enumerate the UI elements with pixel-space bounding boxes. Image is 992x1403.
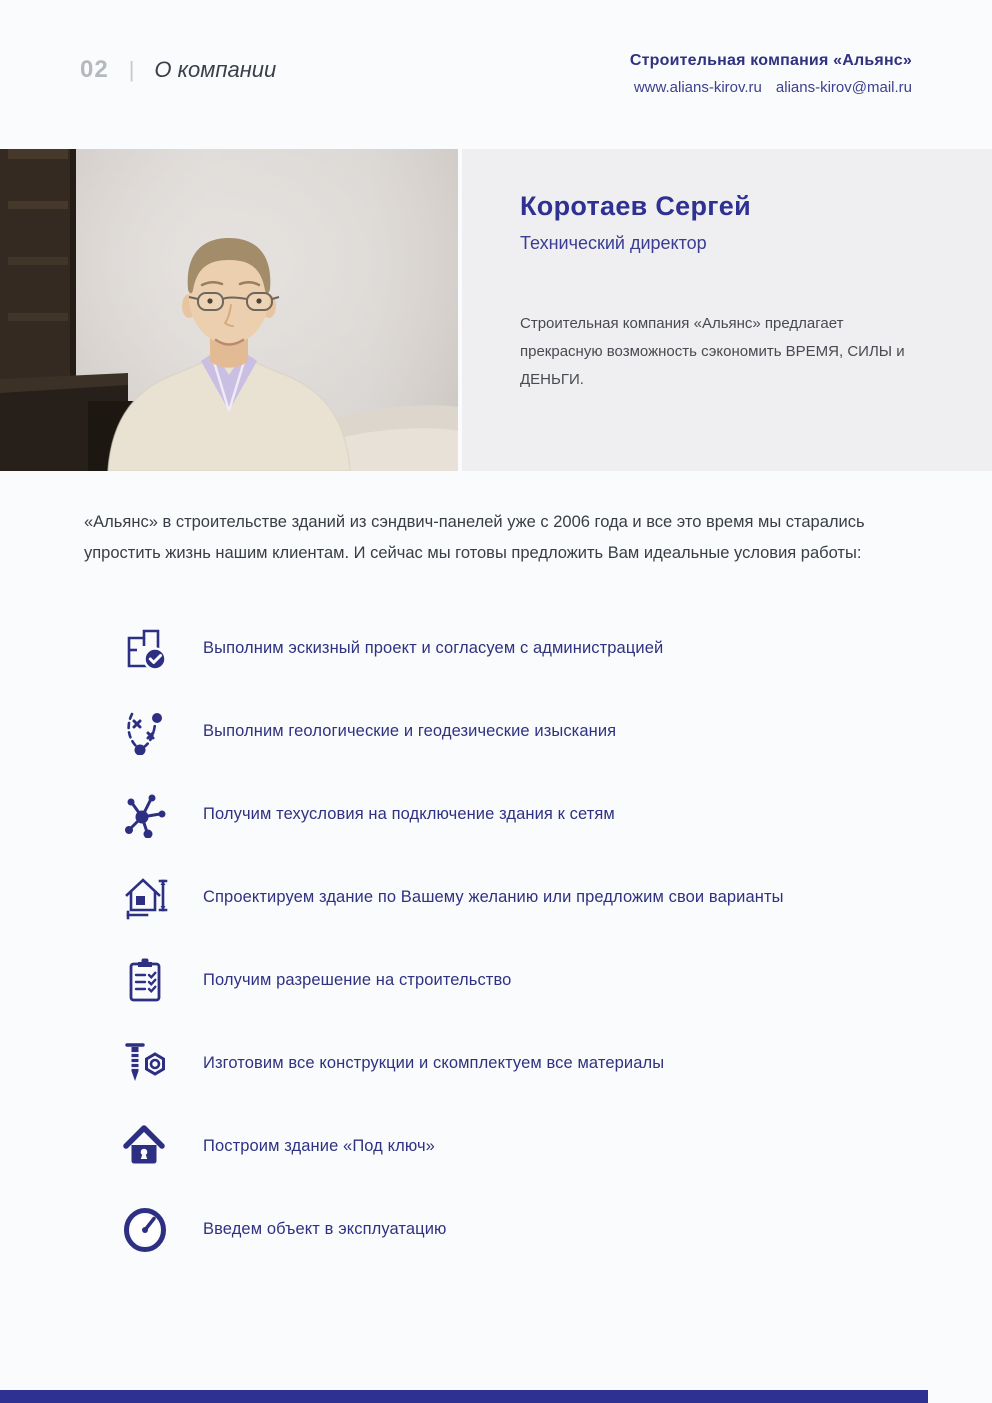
website-text: www.alians-kirov.ru — [633, 79, 762, 96]
footer-accent-bar — [0, 1390, 928, 1403]
header-divider: | — [128, 57, 135, 82]
route-survey-icon — [122, 707, 170, 755]
service-label: Получим техусловия на подключение здания к сетям — [203, 804, 615, 823]
service-label: Изготовим все конструкции и скомплектуем все материалы — [203, 1053, 665, 1072]
page-header — [0, 0, 992, 96]
list-item — [122, 790, 992, 838]
service-label: Введем объект в эксплуатацию — [203, 1219, 447, 1238]
network-hub-icon — [122, 790, 170, 838]
list-item — [122, 707, 992, 755]
intro-paragraph: «Альянс» в строительстве зданий из сэндвич-панелей уже с 2006 года и все это время мы старались упростить жизнь нашим клиентам. И сейчас мы готовы предложить Вам идеальные условия работы: — [84, 513, 865, 562]
list-item — [122, 956, 992, 1004]
service-label: Выполним геологические и геодезические изыскания — [203, 721, 617, 740]
house-dimensions-icon — [122, 873, 170, 921]
director-job-title: Технический директор — [520, 233, 707, 253]
list-item — [122, 873, 992, 921]
service-label: Получим разрешение на строительство — [203, 970, 512, 989]
service-label: Выполним эскизный проект и согласуем с администрацией — [203, 638, 664, 657]
breadcrumb — [80, 52, 276, 84]
gauge-icon — [122, 1205, 170, 1253]
section-title: О компании — [154, 57, 277, 82]
list-item — [122, 1122, 992, 1170]
screw-nut-icon — [122, 1039, 170, 1087]
service-label: Построим здание «Под ключ» — [203, 1136, 435, 1155]
list-item — [122, 1205, 992, 1253]
service-label: Спроектируем здание по Вашему желанию или предложим свои варианты — [203, 887, 784, 906]
list-item — [122, 1039, 992, 1087]
director-photo — [0, 149, 458, 471]
company-contacts-block — [630, 52, 912, 96]
services-list — [122, 624, 992, 1253]
blueprint-check-icon — [122, 624, 170, 672]
profile-section — [0, 149, 992, 471]
profile-panel — [462, 149, 992, 471]
company-name: Строительная компания «Альянс» — [629, 52, 912, 69]
list-item — [122, 624, 992, 672]
director-quote: Строительная компания «Альянс» предлагает прекрасную возможность сэкономить ВРЕМЯ, СИЛЫ и ДЕНЬГИ. — [520, 315, 905, 388]
page-number: 02 — [80, 56, 109, 83]
house-key-icon — [122, 1122, 170, 1170]
director-name: Коротаев Сергей — [520, 191, 752, 221]
clipboard-checklist-icon — [122, 956, 170, 1004]
email-text: alians-kirov@mail.ru — [775, 79, 912, 96]
